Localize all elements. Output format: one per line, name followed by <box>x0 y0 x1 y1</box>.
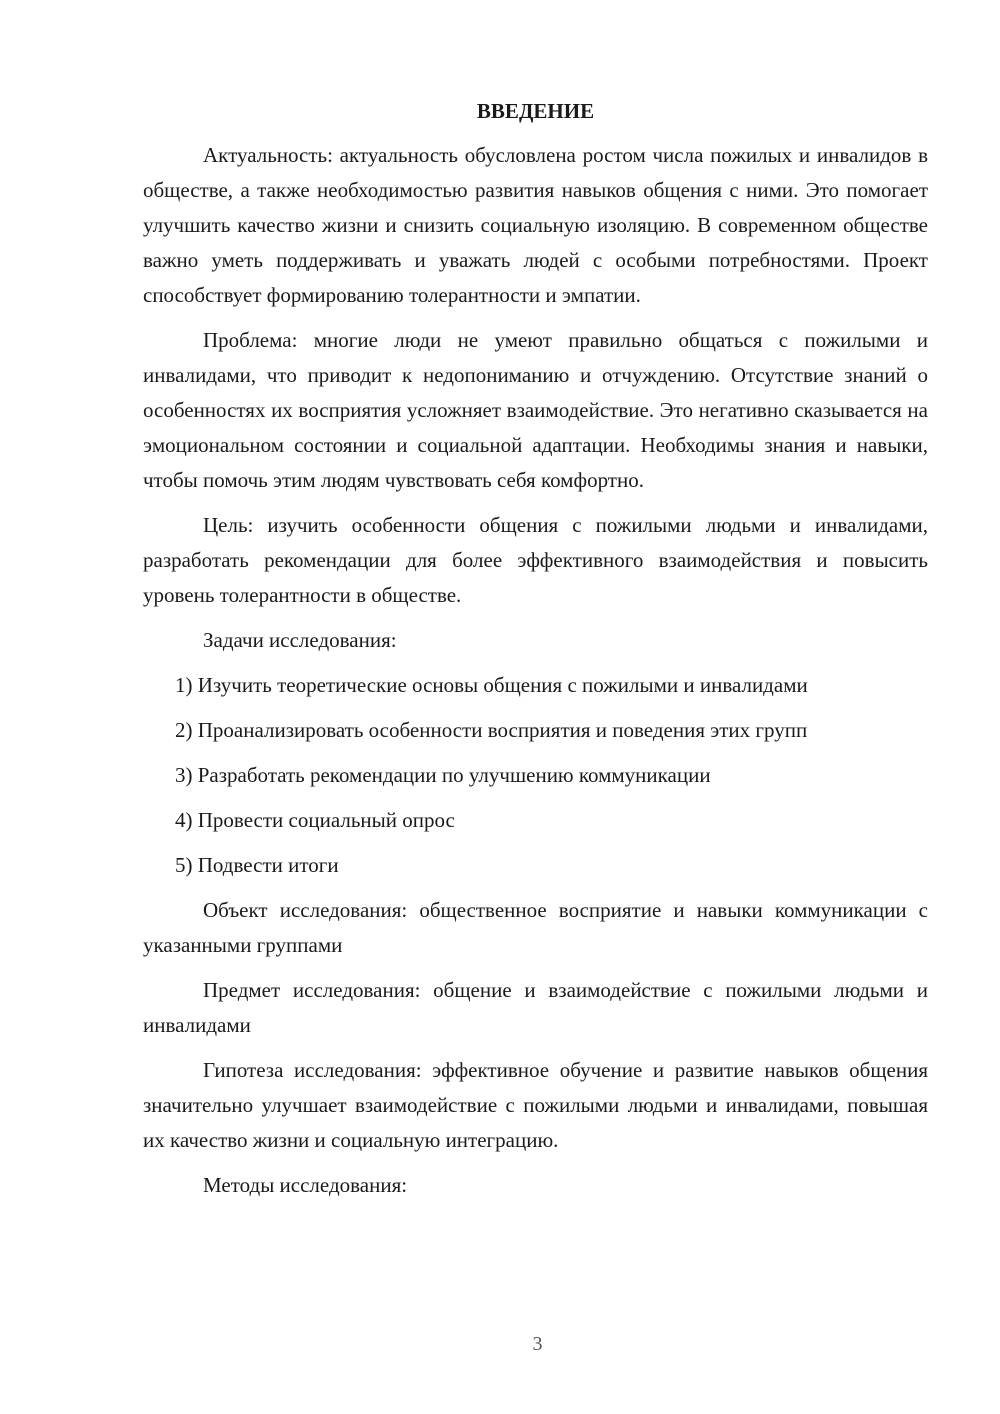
tasks-list <box>143 668 928 883</box>
paragraph-subject: Предмет исследования: общение и взаимодействие с пожилыми людьми и инвалидами <box>143 978 928 1037</box>
page-title: ВВЕДЕНИЕ <box>476 99 595 123</box>
paragraph-goal: Цель: изучить особенности общения с пожилыми людьми и инвалидами, разработать рекомендации для более эффективного взаимодействия и повысить уровень толерантности в обществе. <box>143 513 928 607</box>
paragraph-relevance: Актуальность: актуальность обусловлена ростом числа пожилых и инвалидов в обществе, а также необходимостью развития навыков общения с ними. Это помогает улучшить качество жизни и снизить социальную изоляцию. В современном обществе важно уметь поддерживать и уважать людей с особыми потребностями. Проект способствует формированию толерантности и эмпатии. <box>143 143 928 307</box>
page-number: 3 <box>532 1333 543 1355</box>
list-item: 3) Разработать рекомендации по улучшению коммуникации <box>175 763 711 787</box>
list-item: 1) Изучить теоретические основы общения с пожилыми и инвалидами <box>175 673 808 697</box>
paragraph-problem: Проблема: многие люди не умеют правильно общаться с пожилыми и инвалидами, что приводит к недопониманию и отчуждению. Отсутствие знаний о особенностях их восприятия усложняет взаимодействие. Это негативно сказывается на эмоциональном состоянии и социальной адаптации. Необходимы знания и навыки, чтобы помочь этим людям чувствовать себя комфортно. <box>143 328 928 492</box>
list-item: 2) Проанализировать особенности восприятия и поведения этих групп <box>175 718 808 742</box>
paragraph-hypothesis: Гипотеза исследования: эффективное обучение и развитие навыков общения значительно улучшает взаимодействие с пожилыми людьми и инвалидами, повышая их качество жизни и социальную интеграцию. <box>143 1058 928 1152</box>
tasks-heading: Задачи исследования: <box>203 628 397 652</box>
list-item: 5) Подвести итоги <box>175 853 339 877</box>
list-item: 4) Провести социальный опрос <box>175 808 455 832</box>
page-content <box>143 96 928 1203</box>
methods-heading: Методы исследования: <box>203 1173 408 1197</box>
paragraph-object: Объект исследования: общественное восприятие и навыки коммуникации с указанными группами <box>143 898 928 957</box>
